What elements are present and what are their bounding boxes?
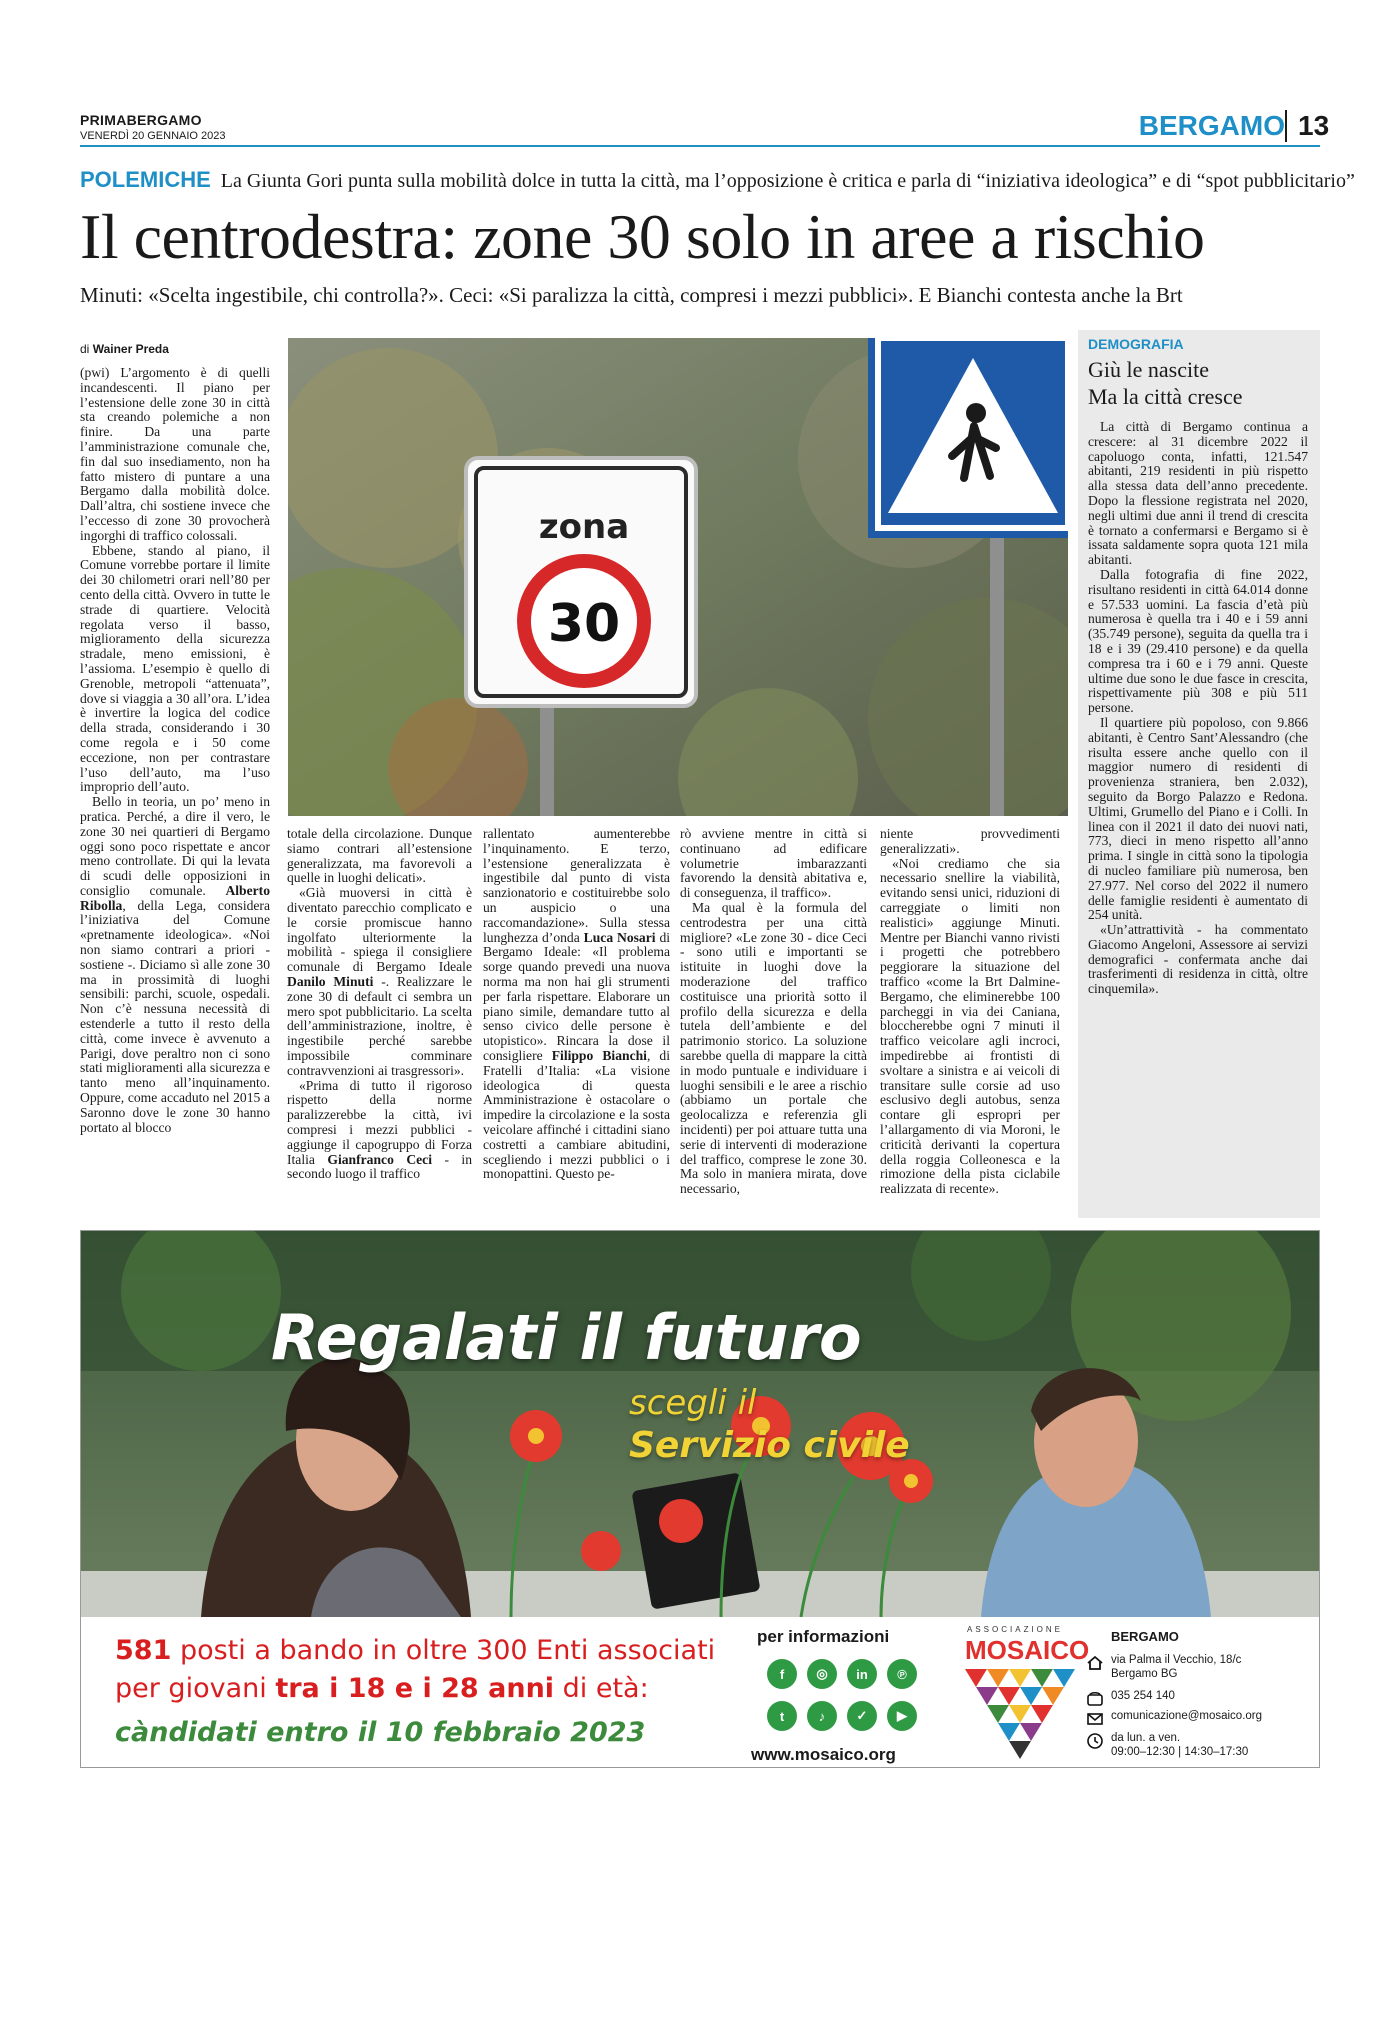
newspaper-brand: PRIMABERGAMO xyxy=(80,112,202,128)
mail-icon xyxy=(1087,1711,1103,1727)
paragraph: rallentato aumenterebbe l’inquinamento. E terzo, l’estensione generalizzata è ingestibile dal punto di vista sanzionatorio e costituirebbe solo un auspicio o una raccomandazione». Sulla stessa lunghezza d’onda Luca Nosari di Bergamo Ideale: «Il problema sorge quando prevedi una nuova norma ma non hai gli strumenti per farla rispettare. Elaborare un piano simile, demandare tutto al senso civico delle persone è utopistico». Rincara la dose il consigliere Filippo Bianchi, di Fratelli d’Italia: «La visione ideologica di questa Amministrazione è ostacolare o impedire la circolazione e la sosta veicolare affinché i cittadini siano costretti a cambiare abitudini, scegliendo i mezzi pubblici o i monopattini. Questo pe- xyxy=(483,826,671,1182)
paragraph: totale della circolazione. Dunque siamo contrari all’estensione generalizzata, ma favorevoli a quelle in luoghi delicati». xyxy=(287,826,472,886)
paragraph: Il quartiere più popoloso, con 9.866 abitanti, è Centro Sant’Alessandro (che risulta essere anche quello con il maggior numero di residenti di provenienza straniera, ben 2.032), seguito da Borgo Palazzo e Redona. Ultimi, Grumello del Piano e i Colli. In linea con il 2021 il dato dei nuovi nati, 773, dieci in meno rispetto all’anno prima. I single in città sono la tipologia di nucleo familiare più numerosa, ben 27.977. Nel corso del 2022 il numero delle famiglie residenti è aumentato di 254 unità. xyxy=(1088,714,1308,923)
age-range: tra i 18 e i 28 anni xyxy=(275,1673,555,1704)
header-rule xyxy=(80,145,1320,147)
author-name: Wainer Preda xyxy=(92,342,169,356)
paragraph: Dalla fotografia di fine 2022, risultano residenti in città 64.014 donne e 57.533 uomini. La fascia d’età più numerosa è quella tra i 40 e i 59 anni (35.749 persone), seguita da quella tra i 18 e i 39 (29.410 persone) e da quella compresa tra i 60 e i 79 anni. Queste ultime due sono le due fasce in crescita, rispettivamente più 308 e più 511 persone. xyxy=(1088,566,1308,716)
paragraph: «Noi crediamo che sia necessario snellire la viabilità, evitando sensi unici, riduzioni di carreggiate o limiti non realistici» aggiunge Minuti. Mentre per Bianchi vanno rivisti i progetti che potrebbero peggiorare la situazione del traffico «come la Brt Dalmine-Bergamo, che eliminerebbe 100 parcheggi in via dei Caniana, bloccherebbe ogni 7 minuti il traffico veicolare agli incroci, impedirebbe ai frontisti di svoltare a sinistra e ai veicoli di transitare sulle corsie ad uso esclusivo degli autobus, senza contare gli espropri per l’allargamento di via Moroni, le criticità derivanti la copertura della roggia Colleonesca e la rimozione della pista ciclabile realizzata di recente». xyxy=(880,855,1060,1197)
linkedin-icon[interactable]: in xyxy=(847,1659,877,1689)
pinterest-icon[interactable]: ℗ xyxy=(887,1659,917,1689)
person-name: Filippo Bianchi xyxy=(551,1047,647,1063)
paragraph: Ebbene, stando al piano, il Comune vorrebbe portare il limite dei 30 chilometri orari nell’80 per cento della città. Ovvero in tutte le strade di quartiere. Velocità regolata verso il basso, miglioramento della sicurezza stradale, meno emissioni, è l’assioma. L’esempio è quello di Grenoble, metropoli “attenuata”, dove si viaggia a 30 all’ora. L’idea è invertire la logica del codice della strada, considerando i 30 come regola e i 50 come eccezione, non per contrastare l’uso dell’auto, ma l’uso improprio dell’auto. xyxy=(80,542,270,795)
logo-association-label: ASSOCIAZIONE xyxy=(967,1625,1064,1634)
address-line: Bergamo BG xyxy=(1111,1668,1178,1680)
home-icon xyxy=(1087,1655,1103,1671)
article-headline: Il centrodestra: zone 30 solo in aree a rischio xyxy=(80,201,1205,272)
servizio-civile-advertisement[interactable] xyxy=(80,1230,1320,1768)
article-column-4 xyxy=(680,827,867,1197)
clock-icon xyxy=(1087,1733,1103,1749)
ad-text: posti a bando in oltre 300 Enti associati xyxy=(171,1635,716,1666)
article-column-1 xyxy=(80,366,270,1321)
paragraph: «Già muoversi in città è diventato parecchio complicato e le corsie promiscue hanno ingolfato ulteriormente la mobilità - spiega il consigliere comunale di Bergamo Ideale Danilo Minuti -. Realizzare le zone 30 di default ci sembra un mero spot pubblicitario. La scelta dell’amministrazione, inoltre, è ingestibile perché sarebbe impossibile comminare contravvenzioni ai trasgressori». xyxy=(287,885,472,1078)
article-column-3 xyxy=(483,827,670,1182)
ad-posts-line xyxy=(115,1635,715,1666)
kicker-text: La Giunta Gori punta sulla mobilità dolce in tutta la città, ma l’opposizione è critica e parla di “iniziativa ideologica” e di “spot pubblicitario” xyxy=(220,170,1355,192)
paragraph: La città di Bergamo continua a crescere: al 31 dicembre 2022 il capoluogo conta, infatti, 121.547 abitanti, 219 residenti in più rispetto alla stessa data dell’anno precedente. Dopo la flessione registrata nel 2020, negli ultimi due anni il trend di crescita è tornato a confermarsi e Bergamo si è issata saldamente sopra quota 121 mila abitanti. xyxy=(1088,419,1308,568)
email-address: comunicazione@mosaico.org xyxy=(1111,1710,1263,1722)
article-photo xyxy=(288,338,1068,816)
paragraph: niente provvedimenti generalizzati». xyxy=(880,826,1060,856)
person-name: Danilo Minuti xyxy=(287,973,374,989)
kicker-label: POLEMICHE xyxy=(80,167,211,192)
paragraph: «Prima di tutto il rigoroso rispetto della norme paralizzerebbe la città, ivi compresi i mezzi pubblici - aggiunge il capogruppo di Forza Italia Gianfranco Ceci - in secondo luogo il traffico xyxy=(287,1077,473,1182)
phone-number: 035 254 140 xyxy=(1111,1690,1175,1702)
ad-text: di età: xyxy=(554,1673,649,1704)
facebook-icon[interactable]: f xyxy=(767,1659,797,1689)
ad-info-bar xyxy=(81,1617,1320,1768)
sidebar-title xyxy=(1088,356,1308,410)
masthead xyxy=(80,112,226,142)
sidebar-title-line: Giù le nascite xyxy=(1088,357,1209,382)
hours-line: da lun. a ven. xyxy=(1111,1732,1181,1744)
tumblr-icon[interactable]: t xyxy=(767,1701,797,1731)
hours-line: 09:00–12:30 | 14:30–17:30 xyxy=(1111,1746,1249,1758)
instagram-icon[interactable]: ◎ xyxy=(807,1659,837,1689)
ad-subtitle-line: Servizio civile xyxy=(629,1425,910,1466)
sign-speed-limit: 30 xyxy=(547,594,621,654)
tiktok-icon[interactable]: ♪ xyxy=(807,1701,837,1731)
youtube-icon[interactable]: ▶ xyxy=(887,1701,917,1731)
ad-text: per giovani xyxy=(115,1673,276,1704)
page-number: 13 xyxy=(1298,110,1330,141)
ad-subtitle-line: scegli il xyxy=(629,1383,757,1423)
zone-30-sign-photo xyxy=(288,338,1068,816)
article-column-2 xyxy=(287,827,472,1182)
sidebar-text xyxy=(1088,420,1308,997)
person-name: Alberto Ribolla xyxy=(80,882,270,913)
byline xyxy=(80,342,169,356)
phone-icon xyxy=(1087,1691,1103,1707)
posts-count: 581 xyxy=(115,1635,172,1666)
person-name: Luca Nosari xyxy=(583,929,656,945)
article-kicker xyxy=(80,167,1355,193)
twitter-icon[interactable]: ✓ xyxy=(847,1701,877,1731)
website-link[interactable]: www.mosaico.org xyxy=(751,1745,896,1764)
ad-photo xyxy=(81,1231,1320,1617)
paragraph: «Un’attrattività - ha commentato Giacomo Angeloni, Assessore ai servizi demografici - confermata anche dai trasferimenti di residenza in città, oltre cinquemila». xyxy=(1088,922,1308,997)
ad-headline: Regalati il futuro xyxy=(271,1301,862,1374)
byline-prefix: di xyxy=(80,342,90,356)
sidebar-kicker: DEMOGRAFIA xyxy=(1088,336,1184,352)
mosaico-logo-name: MOSAICO xyxy=(965,1635,1090,1665)
person-name: Gianfranco Ceci xyxy=(327,1151,432,1167)
sidebar-title-line: Ma la città cresce xyxy=(1088,384,1243,409)
ad-illustration xyxy=(81,1231,1320,1617)
page-number-divider xyxy=(1285,110,1287,142)
issue-date: VENERDÌ 20 GENNAIO 2023 xyxy=(80,130,226,142)
ad-deadline-line: càndidati entro il 10 febbraio 2023 xyxy=(115,1717,646,1748)
ad-age-line xyxy=(115,1673,649,1704)
section-label: BERGAMO xyxy=(1138,110,1285,141)
office-city: BERGAMO xyxy=(1111,1629,1179,1644)
paragraph: Bello in teoria, un po’ meno in pratica. Perché, a dire il vero, le zone 30 nei quartieri di Bergamo oggi sono poco rispettate e ancor meno controllate. Di qui la levata di scudi delle opposizioni in consiglio comunale. Alberto Ribolla, della Lega, considera l’iniziativa del Comune «pretnamente ideologica». «Noi non siamo contrari a priori - sostiene -. Diciamo sì alle zone 30 ma in prossimità di luoghi sensibili: parchi, scuole, ospedali. Non c’è nessuna necessità di estenderle a tutto il resto della città, come invece è avvenuto a Parigi, dove peraltro non ci sono stati miglioramenti alla sicurezza e tanto meno all’inquinamento. Oppure, come accaduto nel 2015 a Saronno dove le zone 30 hanno portato al blocco xyxy=(80,794,270,1135)
info-title: per informazioni xyxy=(757,1627,890,1646)
article-subheadline: Minuti: «Scelta ingestibile, chi controlla?». Ceci: «Si paralizza la città, compresi i mezzi pubblici». E Bianchi contesta anche la Brt xyxy=(80,283,1183,307)
paragraph: Ma qual è la formula del centrodestra per una città migliore? «Le zone 30 - dice Ceci - sono utili e importanti se istituite in luoghi dove la moderazione del traffico costituisce una priorità sotto il profilo della sicurezza e della tutela dell’ambiente e del patrimonio storico. La soluzione sarebbe quella di mappare la città in modo puntuale e individuare i luoghi sensibili e le aree a rischio (abbiamo un portale che geolocalizza e referenzia gli incidenti) per poi attuare tutta una serie di interventi di moderazione del traffico, comprese le zone 30. Ma solo in maniera mirata, dove necessario, xyxy=(680,899,867,1197)
mosaico-logo-icon xyxy=(965,1669,1075,1759)
paragraph: rò avviene mentre in città si continuano ad edificare volumetrie imbarazzanti favorendo la densità abitativa e, di conseguenza, il traffico». xyxy=(680,826,867,901)
paragraph: (pwi) L’argomento è di quelli incandescenti. Il piano per l’estensione delle zone 30 in città sta creando polemiche a non finire. Da una parte l’amministrazione comunale che, fin dal suo insediamento, non ha fatto mistero di puntare a una Bergamo dalla mobilità dolce. Dall’altra, chi sostiene invece che l’eccesso di zone 30 provocherà ingorghi di traffico colossali. xyxy=(80,365,270,543)
sign-zone-word: zona xyxy=(538,507,630,547)
article-column-5 xyxy=(880,827,1060,1197)
address-line: via Palma il Vecchio, 18/c xyxy=(1111,1654,1242,1666)
demography-sidebar xyxy=(1078,330,1320,1218)
